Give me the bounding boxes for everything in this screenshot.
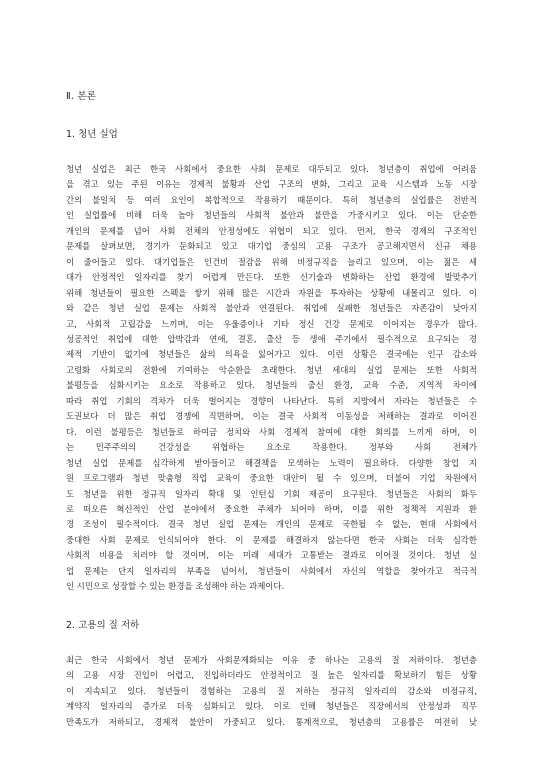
- text-line: 사회적 비용을 치러야 할 것이며, 이는 미래 세대가 고통받는 결과로 이어질 것이다. 청년 실: [66, 550, 477, 561]
- text-line: 경 조성이 필수적이다. 결국 청년 실업 문제는 개인의 문제로 국한될 수 없는, 현대 사회에서: [66, 519, 477, 530]
- text-line: 도 청년을 위한 정규직 일자리 확대 및 인턴십 기회 제공이 요구된다. 청년들은 사회의 화두: [66, 488, 477, 499]
- text-line: 문제를 살펴보면, 경기가 둔화되고 있고 대기업 중심의 고용 구조가 공고해지면서 신규 채용: [66, 241, 477, 252]
- text-line: 청년 실업 문제를 심각하게 받아들이고 해결책을 모색하는 노력이 필요하다. 다양한 창업 지: [66, 457, 477, 468]
- text-line: 와 같은 청년 실업 문제는 사회적 불안과 연결된다. 취업에 실패한 청년들은 자존감이 낮아지: [66, 303, 477, 314]
- text-line: 개인의 문제를 넘어 사회 전체의 안정성에도 위협이 되고 있다. 먼저, 한국 경제의 구조적인: [66, 225, 477, 236]
- text-line: 을 겪고 있는 주된 이유는 경제적 불황과 산업 구조의 변화, 그리고 교육 시스템과 노동 시장: [66, 179, 477, 190]
- heading-employment-quality: 2. 고용의 질 저하: [66, 619, 140, 631]
- text-line: 인 시민으로 성장할 수 있는 환경을 조성해야 하는 과제이다.: [66, 581, 285, 592]
- text-line: 다. 이런 불평등은 청년들로 하여금 정치와 사회 경제적 참여에 대한 회의를 느끼게 하며, 이: [66, 426, 477, 437]
- text-line: 따라 취업 기회의 격차가 더욱 벌어지는 경향이 나타난다. 특히 지방에서 자라는 청년들은 수: [66, 395, 477, 406]
- text-line: 로 떠오른 혁신적인 산업 분야에서 중요한 주체가 되어야 하며, 이를 위한 정책적 지원과 환: [66, 503, 477, 514]
- text-line: 중대한 사회 문제로 인식되어야 한다. 이 문제를 해결하지 않는다면 한국 사회는 더욱 심각한: [66, 534, 477, 545]
- text-line: 불평등을 심화시키는 요소로 작용하고 있다. 청년들의 출신 환경, 교육 수준, 지역적 차이에: [66, 380, 477, 391]
- paragraph-employment-quality: [66, 653, 477, 730]
- text-line: 업 문제는 단지 일자리의 부족을 넘어서, 청년들이 사회에서 자신의 역할을 찾아가고 적극적: [66, 565, 477, 576]
- text-line: 의 고용 시장 진입이 어렵고, 진입하더라도 안정적이고 질 높은 일자리를 확보하기 힘든 상황: [66, 670, 477, 681]
- text-line: 성공적인 취업에 대한 압박감과 연애, 결혼, 출산 등 생애 주기에서 필수적으로 요구되는 경: [66, 333, 477, 344]
- text-line: 고, 사회적 고립감을 느끼며, 이는 우울증이나 기타 정신 건강 문제로 이어지는 경우가 많다.: [66, 318, 477, 329]
- text-line: 최근 한국 사회에서 청년 문제가 사회문제화되는 이유 중 하나는 고용의 질 저하이다. 청년층: [66, 654, 477, 665]
- text-line: 계약직 일자리의 증가로 더욱 심화되고 있다. 이로 인해 청년들은 직장에서의 안정성과 직무: [66, 701, 477, 712]
- paragraph-youth-unemployment: [66, 162, 477, 595]
- text-line: 위해 청년들이 필요한 스펙을 쌓기 위해 많은 시간과 자원을 투자하는 상황에 내몰리고 있다. 이: [66, 287, 477, 298]
- text-line: 원 프로그램과 청년 맞춤형 직업 교육이 중요한 대안이 될 수 있으며, 더불어 기업 차원에서: [66, 473, 477, 484]
- text-line: 청년 실업은 최근 한국 사회에서 중요한 사회 문제로 대두되고 있다. 청년층이 취업에 어려움: [66, 164, 477, 174]
- heading-youth-unemployment: 1. 청년 실업: [66, 129, 118, 140]
- text-line: 간의 불일치 등 여러 요인이 복합적으로 작용하기 때문이다. 특히 청년층의 실업률은 전반적: [66, 194, 477, 205]
- text-line: 인 실업률에 비해 더욱 높아 청년들의 사회적 불안과 불만을 가중시키고 있다. 이는 단순한: [66, 210, 477, 221]
- section-title: Ⅱ. 본론: [66, 91, 97, 102]
- text-line: 이 지속되고 있다. 청년들이 경험하는 고용의 질 저하는 정규직 일자리의 감소와 비정규직,: [66, 685, 477, 696]
- text-line: 제적 기반이 없기에 청년들은 삶의 의욕을 잃어가고 있다. 이런 상황은 결국에는 인구 감소와: [66, 349, 477, 360]
- text-line: 이 줄어들고 있다. 대기업들은 인건비 절감을 위해 비정규직을 늘리고 있으며, 이는 젊은 세: [66, 256, 477, 267]
- text-line: 고령화 사회로의 전환에 기여하는 악순환을 초래한다. 청년 세대의 실업 문제는 또한 사회적: [66, 364, 477, 375]
- text-line: 대가 안정적인 일자리를 찾기 어렵게 만든다. 또한 신기술과 변화하는 산업 환경에 발맞추기: [66, 272, 477, 283]
- text-line: 는 민주주의의 건강성을 위협하는 요소로 작용한다. 정부와 사회 전체가: [66, 442, 477, 453]
- text-line: 만족도가 저하되고, 경제적 불안이 가중되고 있다. 통계적으로, 청년층의 고용률은 여전히 낮: [66, 716, 477, 727]
- text-line: 도권보다 더 많은 취업 경쟁에 직면하며, 이는 결국 사회적 이동성을 저해하는 결과로 이어진: [66, 411, 477, 422]
